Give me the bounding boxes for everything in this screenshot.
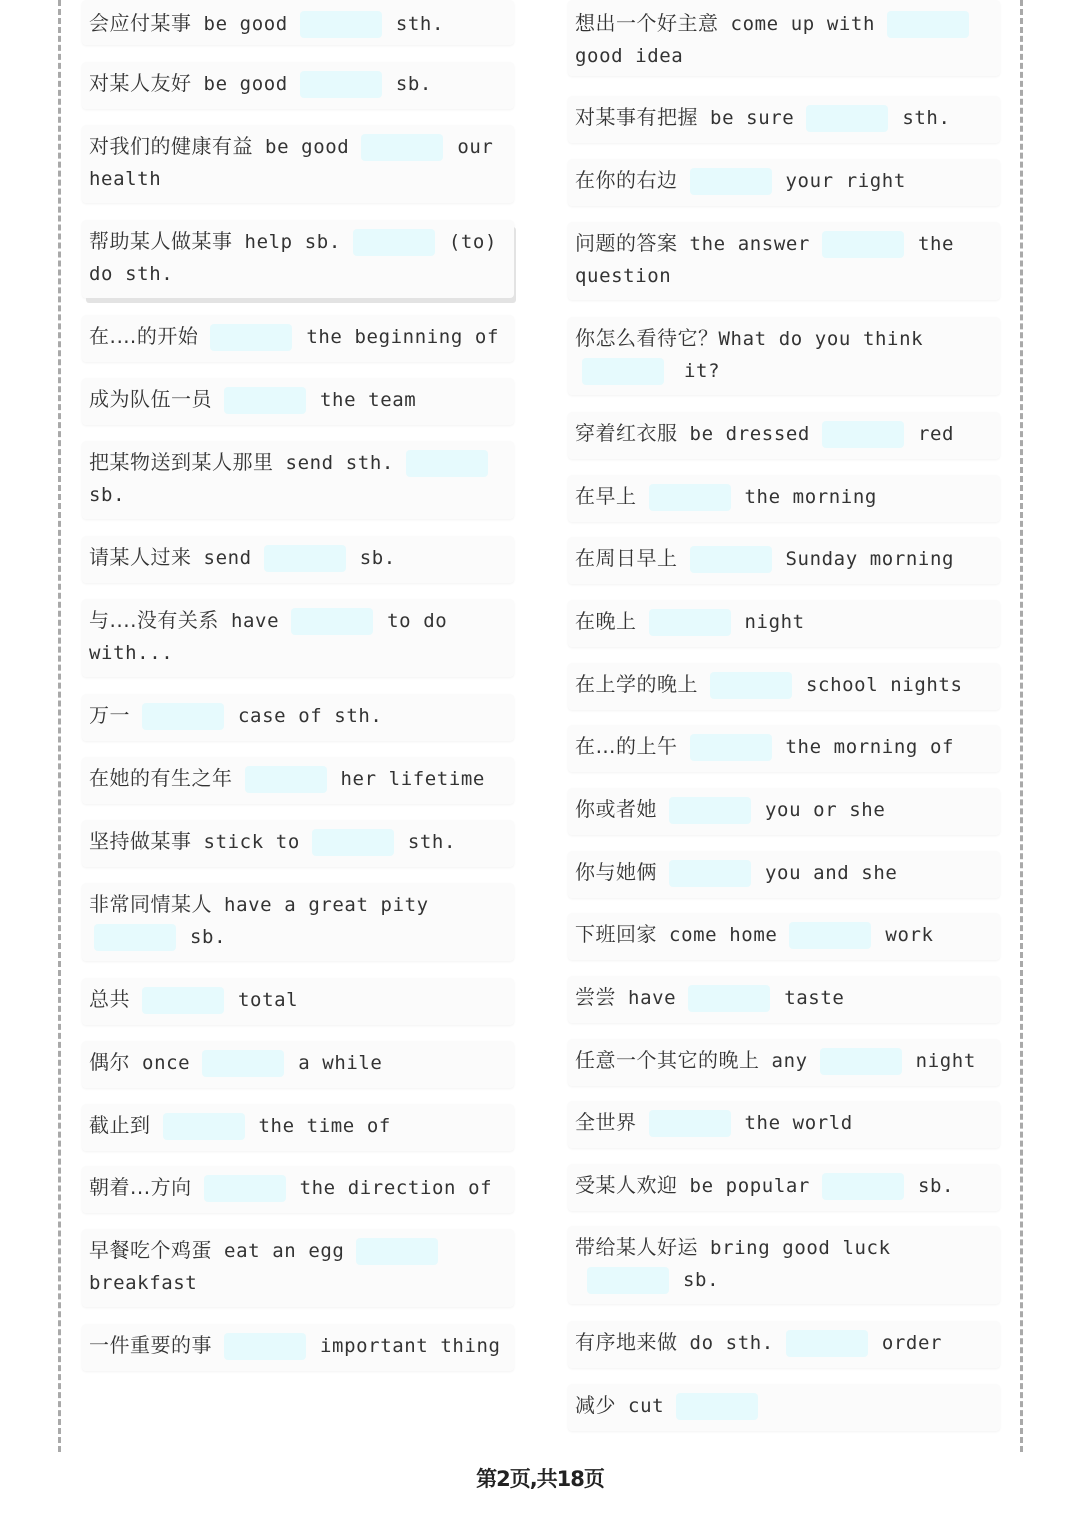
chinese-meaning: 成为队伍一员 <box>89 387 212 411</box>
english-suffix: night <box>915 1050 976 1072</box>
phrase-card <box>568 412 1000 459</box>
phrase-card <box>82 1324 514 1371</box>
phrase-card <box>82 820 514 867</box>
chinese-meaning: 会应付某事 <box>89 11 192 35</box>
chinese-meaning: 在…的上午 <box>575 734 678 758</box>
answer-blank[interactable] <box>649 484 731 511</box>
chinese-meaning: 想出一个好主意 <box>575 11 719 35</box>
english-prefix: send sth. <box>285 452 394 474</box>
english-prefix: be popular <box>689 1175 810 1197</box>
phrase-card <box>568 537 1000 584</box>
phrase-card <box>82 125 514 203</box>
english-suffix: sb. <box>395 73 432 95</box>
phrase-card <box>568 317 1000 395</box>
phrase-card <box>82 378 514 425</box>
answer-blank[interactable] <box>786 1330 868 1357</box>
page-number: 第2页,共18页 <box>476 1467 604 1491</box>
english-suffix: red <box>917 423 955 445</box>
chinese-meaning: 请某人过来 <box>89 545 192 569</box>
answer-blank[interactable] <box>688 985 770 1012</box>
english-suffix: night <box>744 611 805 633</box>
phrase-card <box>568 663 1000 710</box>
english-suffix: the morning of <box>785 736 955 758</box>
answer-blank[interactable] <box>669 860 751 887</box>
english-suffix: sb. <box>89 484 126 506</box>
answer-blank[interactable] <box>822 1173 904 1200</box>
chinese-meaning: 在她的有生之年 <box>89 766 233 790</box>
chinese-meaning: 对我们的健康有益 <box>89 134 253 158</box>
phrase-card <box>82 883 514 961</box>
english-prefix: any <box>771 1050 808 1072</box>
chinese-meaning: 在.…的开始 <box>89 324 199 348</box>
english-suffix: your right <box>785 170 906 192</box>
answer-blank[interactable] <box>224 387 306 414</box>
answer-blank[interactable] <box>300 11 382 38</box>
answer-blank[interactable] <box>204 1175 286 1202</box>
phrase-card <box>82 220 514 298</box>
phrase-card <box>82 536 514 583</box>
answer-blank[interactable] <box>822 231 904 258</box>
english-suffix: our health <box>89 136 494 190</box>
english-suffix: you or she <box>765 799 886 821</box>
english-suffix: sth. <box>902 107 951 129</box>
english-prefix: bring good luck <box>710 1237 891 1259</box>
chinese-meaning: 万一 <box>89 703 130 727</box>
english-suffix: (to) do sth. <box>89 231 498 285</box>
phrase-card <box>568 851 1000 898</box>
chinese-meaning: 在你的右边 <box>575 168 678 192</box>
chinese-meaning: 尝尝 <box>575 985 616 1009</box>
english-suffix: sb. <box>917 1175 955 1197</box>
chinese-meaning: 问题的答案 <box>575 231 678 255</box>
english-prefix: eat an egg <box>224 1240 345 1262</box>
phrase-card <box>82 0 514 45</box>
chinese-meaning: 穿着红衣服 <box>575 421 678 445</box>
english-suffix: total <box>238 989 299 1011</box>
phrase-card <box>568 913 1000 960</box>
answer-blank[interactable] <box>587 1267 669 1294</box>
chinese-meaning: 你怎么看待它？ <box>575 326 719 350</box>
phrase-card <box>568 1039 1000 1086</box>
phrase-card <box>568 159 1000 206</box>
chinese-meaning: 与....没有关系 <box>89 608 219 632</box>
chinese-meaning: 受某人欢迎 <box>575 1173 678 1197</box>
chinese-meaning: 减少 <box>575 1393 616 1417</box>
answer-blank[interactable] <box>710 672 792 699</box>
phrase-card <box>82 978 514 1025</box>
phrase-card <box>82 757 514 804</box>
answer-blank[interactable] <box>163 1113 245 1140</box>
phrase-card <box>568 0 1000 76</box>
english-suffix: the team <box>320 389 417 411</box>
phrase-card <box>568 1101 1000 1148</box>
phrase-card <box>568 788 1000 835</box>
english-suffix: it? <box>684 360 721 382</box>
chinese-meaning: 有序地来做 <box>575 1330 678 1354</box>
phrase-card <box>82 1229 514 1307</box>
english-suffix: sth. <box>407 831 457 853</box>
english-suffix: work <box>885 924 934 946</box>
answer-blank[interactable] <box>202 1050 284 1077</box>
english-suffix: breakfast <box>89 1272 198 1294</box>
english-suffix: taste <box>784 987 845 1009</box>
chinese-meaning: 对某事有把握 <box>575 105 698 129</box>
english-prefix: be good <box>265 136 350 158</box>
phrase-card <box>82 1104 514 1151</box>
english-suffix: the direction of <box>299 1177 493 1199</box>
chinese-meaning: 你与她俩 <box>575 860 657 884</box>
phrase-card <box>82 441 514 519</box>
answer-blank[interactable] <box>649 609 731 636</box>
answer-blank[interactable] <box>822 421 904 448</box>
chinese-meaning: 非常同情某人 <box>89 892 212 916</box>
english-suffix: you and she <box>765 862 898 884</box>
english-suffix: to do with... <box>89 610 448 664</box>
english-prefix: come up with <box>730 13 876 35</box>
phrase-card <box>82 1041 514 1088</box>
answer-blank[interactable] <box>142 987 224 1014</box>
phrase-card <box>82 599 514 677</box>
answer-blank[interactable] <box>264 545 346 572</box>
english-suffix: order <box>881 1332 943 1354</box>
english-suffix: case of sth. <box>238 705 383 727</box>
answer-blank[interactable] <box>312 829 394 856</box>
answer-blank[interactable] <box>582 358 664 385</box>
answer-blank[interactable] <box>245 766 327 793</box>
english-suffix: sb. <box>359 547 396 569</box>
answer-blank[interactable] <box>291 608 373 635</box>
chinese-meaning: 在上学的晚上 <box>575 672 698 696</box>
answer-blank[interactable] <box>669 797 751 824</box>
chinese-meaning: 总共 <box>89 987 130 1011</box>
phrase-card <box>568 976 1000 1023</box>
english-prefix: be good <box>203 73 288 95</box>
chinese-meaning: 在周日早上 <box>575 546 678 570</box>
english-prefix: send <box>203 547 252 569</box>
answer-blank[interactable] <box>356 1238 438 1265</box>
english-prefix: help sb. <box>244 231 341 253</box>
english-prefix: once <box>142 1052 191 1074</box>
english-prefix: have a great pity <box>224 894 429 916</box>
chinese-meaning: 朝着...方向 <box>89 1175 192 1199</box>
english-suffix: the beginning of <box>306 326 499 348</box>
chinese-meaning: 下班回家 <box>575 922 657 946</box>
chinese-meaning: 一件重要的事 <box>89 1333 212 1357</box>
answer-blank[interactable] <box>690 734 772 761</box>
answer-blank[interactable] <box>789 922 871 949</box>
english-prefix: have <box>230 610 280 632</box>
english-suffix: the world <box>744 1112 853 1134</box>
chinese-meaning: 早餐吃个鸡蛋 <box>89 1238 212 1262</box>
english-prefix: the answer <box>689 233 810 255</box>
english-prefix: have <box>628 987 677 1009</box>
answer-blank[interactable] <box>94 924 176 951</box>
answer-blank[interactable] <box>820 1048 902 1075</box>
left-dashed-border <box>58 0 61 1452</box>
english-prefix: be good <box>203 13 288 35</box>
chinese-meaning: 你或者她 <box>575 797 657 821</box>
english-suffix: school nights <box>806 674 963 696</box>
english-suffix: sb. <box>190 926 227 948</box>
english-prefix: do sth. <box>689 1332 774 1354</box>
chinese-meaning: 在晚上 <box>575 609 637 633</box>
chinese-meaning: 在早上 <box>575 484 637 508</box>
english-suffix: sb. <box>683 1269 720 1291</box>
phrase-card <box>568 1321 1000 1368</box>
phrase-card <box>568 222 1000 300</box>
phrase-card <box>568 475 1000 522</box>
answer-blank[interactable] <box>887 11 969 38</box>
chinese-meaning: 帮助某人做某事 <box>89 229 233 253</box>
english-suffix: the time of <box>258 1115 391 1137</box>
answer-blank[interactable] <box>649 1110 731 1137</box>
answer-blank[interactable] <box>690 546 772 573</box>
phrase-card <box>568 96 1000 143</box>
answer-blank[interactable] <box>806 105 888 132</box>
phrase-card <box>568 1384 1000 1431</box>
answer-blank[interactable] <box>300 71 382 98</box>
chinese-meaning: 任意一个其它的晚上 <box>575 1048 760 1072</box>
answer-blank[interactable] <box>224 1333 306 1360</box>
english-suffix: the question <box>575 233 955 287</box>
english-prefix: come home <box>669 924 778 946</box>
english-prefix: cut <box>628 1395 665 1417</box>
answer-blank[interactable] <box>690 168 772 195</box>
chinese-meaning: 把某物送到某人那里 <box>89 450 274 474</box>
english-prefix: stick to <box>203 831 300 853</box>
answer-blank[interactable] <box>676 1393 758 1420</box>
english-suffix: her lifetime <box>340 768 485 790</box>
phrase-card <box>568 600 1000 647</box>
answer-blank[interactable] <box>142 703 224 730</box>
right-dashed-border <box>1020 0 1023 1452</box>
english-suffix: the morning <box>744 486 877 508</box>
english-prefix: be sure <box>710 107 795 129</box>
chinese-meaning: 全世界 <box>575 1110 637 1134</box>
phrase-card <box>568 1226 1000 1304</box>
phrase-card <box>82 1166 514 1213</box>
phrase-card <box>568 725 1000 772</box>
phrase-card <box>568 1164 1000 1211</box>
phrase-card <box>82 315 514 362</box>
answer-blank[interactable] <box>406 450 488 477</box>
english-suffix: sth. <box>395 13 444 35</box>
chinese-meaning: 截止到 <box>89 1113 151 1137</box>
answer-blank[interactable] <box>353 229 435 256</box>
english-suffix: good idea <box>575 45 684 67</box>
chinese-meaning: 坚持做某事 <box>89 829 192 853</box>
english-prefix: be dressed <box>689 423 810 445</box>
chinese-meaning: 对某人友好 <box>89 71 192 95</box>
phrase-card <box>82 62 514 109</box>
english-suffix: important thing <box>320 1335 501 1357</box>
english-prefix: What do you think <box>718 328 924 350</box>
chinese-meaning: 偶尔 <box>89 1050 130 1074</box>
chinese-meaning: 带给某人好运 <box>575 1235 698 1259</box>
english-suffix: a while <box>298 1052 383 1074</box>
english-suffix: Sunday morning <box>785 548 955 570</box>
phrase-card <box>82 694 514 741</box>
answer-blank[interactable] <box>361 134 443 161</box>
answer-blank[interactable] <box>210 324 292 351</box>
